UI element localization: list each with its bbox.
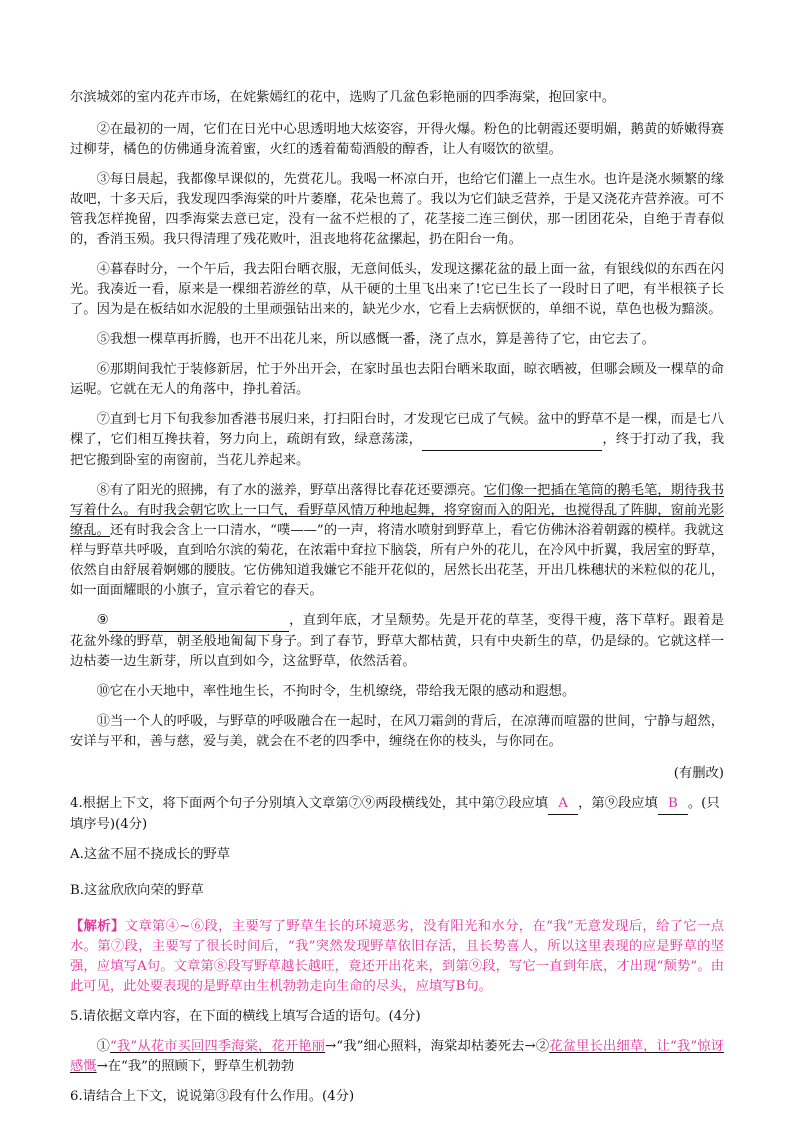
- q4-answer-1: A: [548, 794, 578, 815]
- para-8-underlined: 它们像一把插在笔筒的鹅毛笔，期待我书写着什么。有时我会朝它吹上一口气，看野草风情万种地起舞，将穿窗而入的阳光，也搅得乱了阵脚，窗前光影缭乱。: [70, 483, 725, 538]
- para-7-text-a: ⑦直到七月下旬我参加香港书展归来，打扫阳台时，才发现它已成了气候。盆中的野草不是一棵，而是七八棵了，它们相互搀扶着，努力向上，疏朗有致，绿意荡漾，: [70, 412, 724, 447]
- para-7-text-b: ，终于打动了我，我把它搬到卧室的南窗前，当花儿养起来。: [70, 432, 725, 468]
- source-note: (有删改): [673, 766, 724, 781]
- passage-para-7: [70, 410, 724, 471]
- q4-stem-a: 4.根据上下文，将下面两个句子分别填入文章第⑦⑨两段横线处，其中第⑦段应填: [70, 796, 549, 811]
- analysis-text: 文章第④~⑥段，主要写了野草生长的环境恶劣，没有阳光和水分，在“我”无意发现后，给了它一点水。第⑦段，主要写了很长时间后，“我”突然发现野草依旧存活，且长势喜人，所以这里表现的应是野草的坚强，应填写A句。文章第⑧段写野草越长越旺，竟还开出花来，到第⑨段，写它一直到年底，才出现“颓势”。由此可见，此处要表现的是野草由生机勃勃走向生命的尽头，应填写B句。: [70, 919, 724, 994]
- passage-para-3: ③每日晨起，我都像早课似的，先赏花儿。我喝一杯凉白开，也给它们灌上一点生水。也许是浇水频繁的缘故吧，十多天后，我发现四季海棠的叶片萎靡，花朵也蔫了。我以为它们缺乏营养，于是又浇花卉营养液。可不管我怎样挽留，四季海棠去意已定，没有一盆不烂根的了，花茎接二连三倒伏，那一团团花朵，自绝于青春似的，香消玉殒。我只得清理了残花败叶，沮丧地将花盆摞起，扔在阳台一角。: [70, 172, 724, 247]
- passage-para-10: ⑩它在小天地中，率性地生长，不拘时令，生机缭绕，带给我无限的感动和遐想。: [96, 684, 576, 699]
- para-7-blank: [422, 430, 602, 451]
- q4-option-b: B.这盆欣欣向荣的野草: [70, 883, 204, 898]
- passage-para-4: ④暮春时分，一个午后，我去阳台晒衣服，无意间低头，发现这摞花盆的最上面一盆，有银线似的东西在闪光。我凑近一看，原来是一棵细若游丝的草，从干硬的土里飞出来了!它已生长了一段时日了吧，有半根筷子长了。因为是在板结如水泥般的土里顽强钻出来的，缺光少水，它看上去病恹恹的，单细不说，草色也极为黯淡。: [70, 262, 724, 317]
- passage-para-8: [70, 481, 724, 601]
- q4-answer-2: B: [658, 794, 688, 815]
- question-5: 5.请依据文章内容，在下面的横线上填写合适的语句。(4分): [70, 1009, 421, 1024]
- q4-analysis: [70, 917, 724, 997]
- question-4: [70, 794, 724, 835]
- q4-stem-c: 。(只填序号)(4分): [70, 796, 720, 832]
- q5-num-1: ①: [96, 1039, 111, 1054]
- passage-para-6: ⑥那期间我忙于装修新居，忙于外出开会，在家时虽也去阳台晒米取面，晾衣晒被，但哪会顾及一棵草的命运呢。它就在无人的角落中，挣扎着活。: [70, 362, 724, 397]
- q5-answer-2: 花盆里长出细草，让“我”惊讶感慨: [70, 1039, 724, 1074]
- passage-para-2: ②在最初的一周，它们在日光中心思透明地大炫姿容，开得火爆。粉色的比朝霞还要明媚，鹅黄的娇嫩得赛过柳芽，橘色的仿佛通身流着蜜，火红的透着葡萄酒般的醇香，让人有啜饮的欲望。: [70, 122, 724, 157]
- passage-para-9: [70, 611, 724, 672]
- question-6: 6.请结合上下文，说说第③段有什么作用。(4分): [70, 1089, 355, 1104]
- para-8-text-b: 还有时我会含上一口清水，“噗——”的一声，将清水喷射到野草上，看它仿佛沐浴着朝露的模样。我就这样与野草共呼吸，直到哈尔滨的菊花，在浓霜中耷拉下脑袋，所有户外的花儿，在冷风中折翼，我居室的野草，依然自由舒展着婀娜的腰肢。它仿佛知道我嫌它不能开花似的，居然长出花茎，开出几株穗状的米粒似的花儿，如一面面耀眼的小旗子，宣示着它的春天。: [70, 523, 724, 598]
- q5-answer-line: [70, 1037, 724, 1077]
- para-9-blank: [109, 611, 289, 632]
- para-8-text-a: ⑧有了阳光的照拂，有了水的滋养，野草出落得比春花还要漂亮。: [96, 483, 484, 498]
- q5-mid: →“我”细心照料，海棠却枯萎死去→②: [325, 1039, 550, 1054]
- q4-stem-b: ，第⑨段应填: [578, 796, 658, 811]
- para-9-num: ⑨: [96, 613, 109, 628]
- passage-intro: 尔滨城郊的室内花卉市场，在姹紫嫣红的花中，选购了几盆色彩艳丽的四季海棠，抱回家中。: [70, 90, 616, 105]
- q4-option-a: A.这盆不屈不挠成长的野草: [70, 847, 231, 862]
- q5-end: →在“我”的照顾下，野草生机勃勃: [96, 1059, 295, 1074]
- worksheet-page: [70, 88, 724, 1117]
- passage-para-5: ⑤我想一棵草再折腾，也开不出花儿来，所以感慨一番，浇了点水，算是善待了它，由它去了。: [96, 332, 656, 347]
- para-9-text: ，直到年底，才呈颓势。先是开花的草茎，变得干瘦，落下草籽。跟着是花盆外缘的野草，朝圣般地匍匐下身子。到了春节，野草大都枯黄，只有中央新生的草，仍是绿的。它就这样一边枯萎一边生新芽，所以直到如今，这盆野草，依然活着。: [70, 613, 725, 669]
- analysis-tag: 【解析】: [70, 919, 125, 934]
- q5-answer-1: “我”从花市买回四季海棠，花开艳丽: [110, 1039, 326, 1054]
- passage-para-11: ⑪当一个人的呼吸，与野草的呼吸融合在一起时，在风刀霜剑的背后，在凉薄而喧嚣的世间，宁静与超然，安详与平和，善与慈，爱与美，就会在不老的四季中，缠绕在你的枝头，与你同在。: [70, 714, 724, 749]
